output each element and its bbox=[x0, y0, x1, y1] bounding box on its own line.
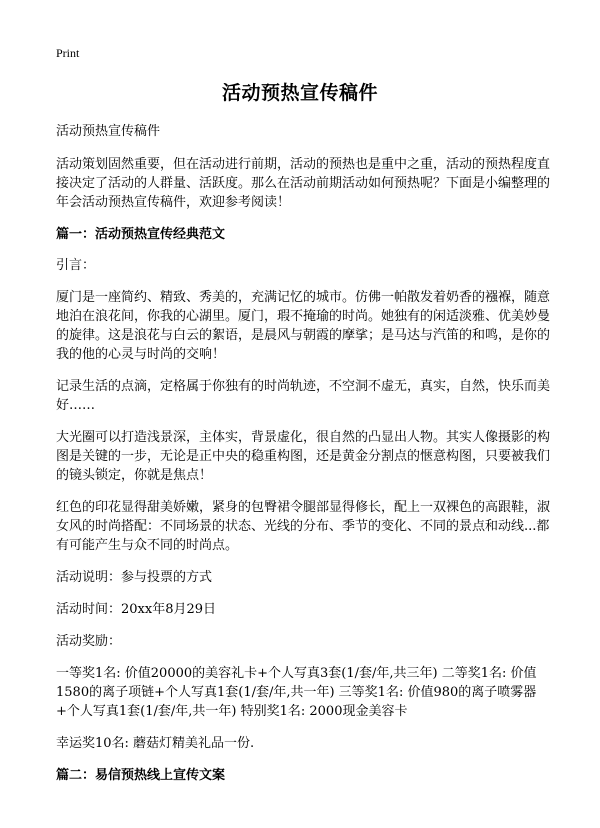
article-subtitle: 活动预热宣传稿件 bbox=[56, 124, 161, 139]
event-description: 活动说明：参与投票的方式 bbox=[56, 570, 213, 585]
article-body bbox=[56, 122, 556, 797]
section1-paragraph-2: 记录生活的点滴，定格属于你独有的时尚轨迹，不空洞不虚无，真实，自然，快乐而美好…… bbox=[56, 379, 551, 413]
section1-paragraph-3: 大光圈可以打造浅景深，主体实，背景虚化，很自然的凸显出人物。其实人像摄影的构图是关键的一步，无论是正中央的稳重构图，还是黄金分割点的惬意构图，只要被我们的镜头锁定，你就是焦点！ bbox=[56, 430, 551, 483]
awards-list: 一等奖1名: 价值20000的美容礼卡+个人写真3套(1/套/年,共三年) 二等奖1名: 价值1580的离子项链+个人写真1套(1/套/年,共一年) 三等奖1名: 价值980的离子喷雾器+个人写真1套(1/套/年,共一年) 特别奖1名: 2000现金美容卡 bbox=[56, 666, 537, 719]
section2-heading: 篇二：易信预热线上宣传文案 bbox=[56, 768, 226, 783]
print-link[interactable]: Print bbox=[56, 46, 80, 60]
awards-label: 活动奖励： bbox=[56, 634, 122, 649]
section1-paragraph-4: 红色的印花显得甜美娇嫩，紧身的包臀裙令腿部显得修长，配上一双裸色的高跟鞋，淑女风的时尚搭配：不同场景的状态、光线的分布、季节的变化、不同的景点和动线...都有可能产生与众不同的时尚点。 bbox=[56, 500, 551, 553]
lucky-award: 幸运奖10名: 蘑菇灯精美礼品一份. bbox=[56, 736, 255, 751]
intro-paragraph: 活动策划固然重要，但在活动进行前期，活动的预热也是重中之重，活动的预热程度直接决定了活动的人群量、活跃度。那么在活动前期活动如何预热呢？下面是小编整理的年会活动预热宣传稿件，欢迎参考阅读！ bbox=[56, 157, 551, 210]
section1-paragraph-1: 厦门是一座简约、精致、秀美的，充满记忆的城市。仿佛一帕散发着奶香的襁褓，随意地泊在浪花间，你我的心湖里。厦门，瑕不掩瑜的时尚。她独有的闲适淡雅、优美妙曼的旋律。这是浪花与白云的絮语，是晨风与朝霞的摩挲；是马达与汽笛的和鸣，是你的我的他的心灵与时尚的交响！ bbox=[56, 290, 551, 362]
section1-lead: 引言： bbox=[56, 258, 96, 273]
page-title: 活动预热宣传稿件 bbox=[221, 82, 378, 104]
section1-heading: 篇一：活动预热宣传经典范文 bbox=[56, 227, 226, 242]
event-time: 活动时间：20xx年8月29日 bbox=[56, 602, 217, 617]
